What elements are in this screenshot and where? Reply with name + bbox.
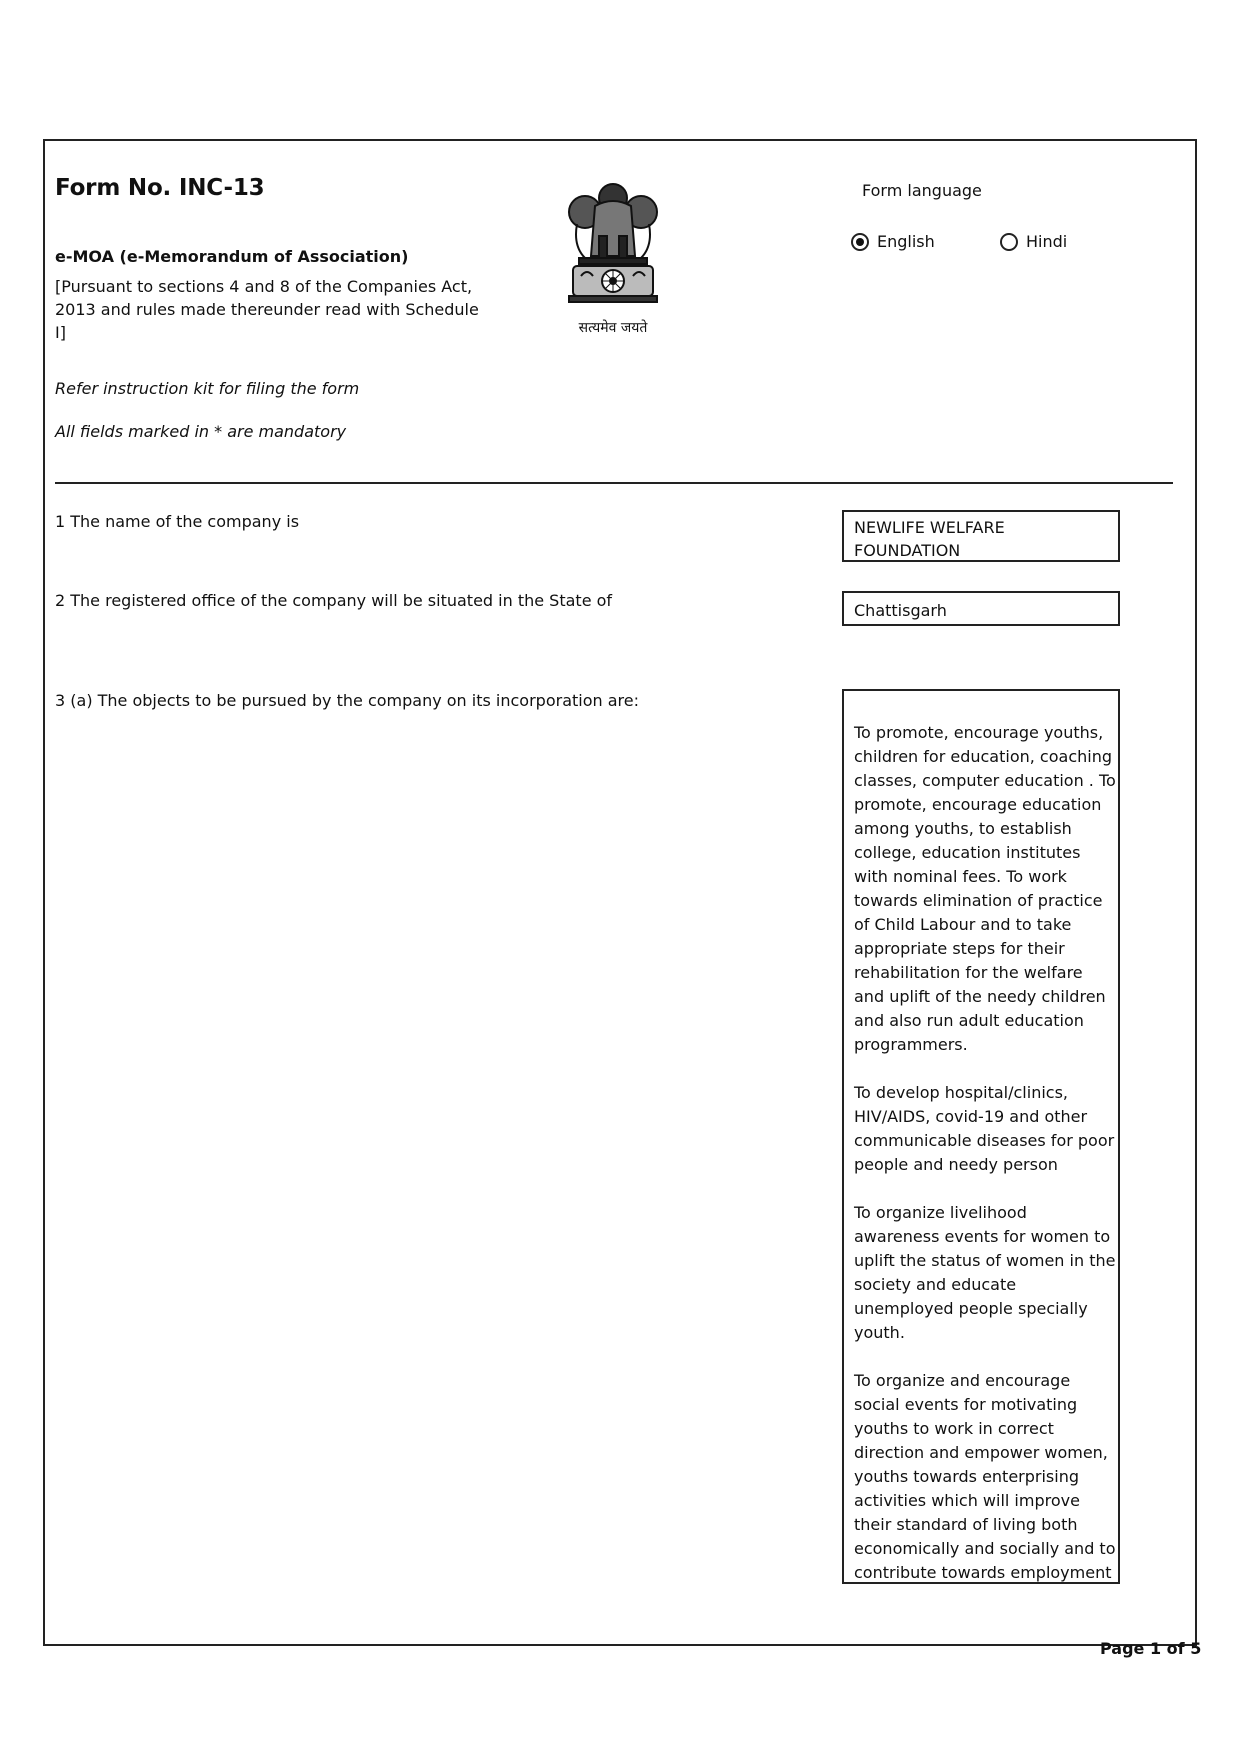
language-option-hindi[interactable] — [1000, 232, 1067, 251]
objects-textarea[interactable] — [842, 689, 1120, 1584]
state-emblem — [555, 176, 671, 346]
page-number: Page 1 of 5 — [1100, 1639, 1202, 1658]
refer-instruction-note: Refer instruction kit for filing the form — [55, 379, 360, 398]
company-name-label: 1 The name of the company is — [55, 512, 300, 531]
language-option-label: English — [877, 232, 935, 251]
objects-paragraph: To organize and encourage social events for motivating youths to work in correct direction and empower women, youths towards enterprising activities which will improve their standard of living both economically and socially and to contribute towards employment — [854, 1371, 1116, 1582]
form-subtitle: e-MOA (e-Memorandum of Association) — [55, 247, 409, 266]
radio-checked-icon[interactable] — [851, 233, 869, 251]
form-number: Form No. INC-13 — [55, 175, 265, 201]
language-option-label: Hindi — [1026, 232, 1068, 251]
form-language-label: Form language — [862, 181, 982, 200]
section-divider — [55, 482, 1173, 484]
objects-paragraph: To develop hospital/clinics, HIV/AIDS, covid-19 and other communicable diseases for poor people and needy person — [854, 1083, 1115, 1174]
radio-unchecked-icon[interactable] — [1000, 233, 1018, 251]
registered-state-field[interactable]: Chattisgarh — [842, 591, 1120, 626]
form-frame — [43, 139, 1197, 1646]
objects-label: 3 (a) The objects to be pursued by the company on its incorporation are: — [55, 691, 639, 710]
mandatory-fields-note: All fields marked in * are mandatory — [55, 422, 347, 441]
registered-state-label: 2 The registered office of the company will be situated in the State of — [55, 591, 613, 610]
pursuant-note: [Pursuant to sections 4 and 8 of the Companies Act, 2013 and rules made thereunder read with Schedule I] — [55, 277, 479, 342]
company-name-field[interactable]: NEWLIFE WELFARE FOUNDATION — [842, 510, 1120, 562]
objects-paragraph: To organize livelihood awareness events for women to uplift the status of women in the society and educate unemployed people specially youth. — [854, 1203, 1116, 1342]
emblem-motto: सत्यमेव जयते — [578, 320, 648, 336]
objects-paragraph: To promote, encourage youths, children for education, coaching classes, computer education . To promote, encourage education among youths, to establish college, education institutes with nominal fees. To work towards elimination of practice of Child Labour and to take appropriate steps for their rehabilitation for the welfare and uplift of the needy children and also run adult education programmers. — [854, 723, 1116, 1054]
language-option-english[interactable] — [851, 232, 935, 251]
lion-capital-icon — [555, 176, 671, 316]
